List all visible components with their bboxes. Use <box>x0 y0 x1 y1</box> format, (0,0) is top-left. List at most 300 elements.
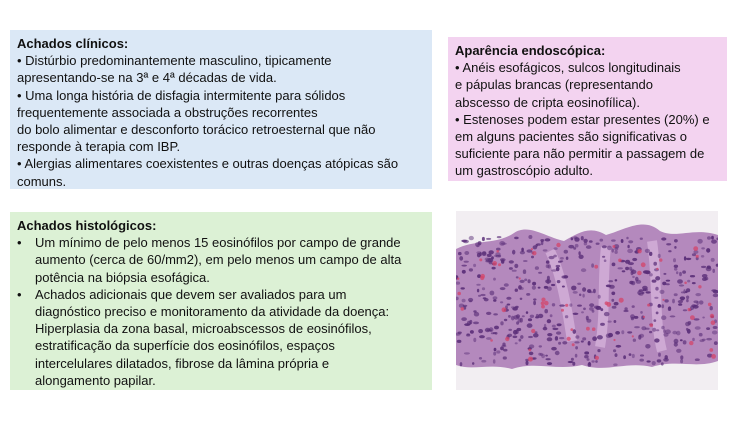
nucleus <box>486 238 491 240</box>
nucleus <box>560 260 563 262</box>
nucleus <box>635 277 639 282</box>
nucleus <box>503 349 507 352</box>
nucleus <box>560 257 564 260</box>
clinical-line: • Distúrbio predominantemente masculino, tipicamente <box>17 53 332 69</box>
nucleus <box>592 336 597 341</box>
nucleus <box>701 266 706 268</box>
nucleus <box>574 341 579 343</box>
nucleus <box>702 274 708 278</box>
nucleus <box>591 263 594 267</box>
nucleus <box>649 273 653 276</box>
nucleus <box>552 325 556 328</box>
nucleus <box>625 267 629 270</box>
nucleus <box>467 333 470 335</box>
nucleus <box>649 331 652 333</box>
nucleus <box>512 270 517 272</box>
nucleus <box>458 332 462 334</box>
nucleus <box>653 262 657 266</box>
nucleus <box>494 348 497 352</box>
nucleus <box>461 287 465 289</box>
nucleus <box>538 314 543 318</box>
nucleus <box>674 246 676 249</box>
nucleus <box>524 279 527 282</box>
nucleus <box>621 239 624 243</box>
nucleus <box>674 339 679 344</box>
nucleus <box>632 305 635 308</box>
nucleus <box>712 269 715 273</box>
nucleus <box>571 286 576 291</box>
endoscopic-line: e pápulas brancas (representando <box>455 77 654 93</box>
nucleus <box>674 293 678 296</box>
nucleus <box>683 309 687 311</box>
nucleus <box>467 321 471 326</box>
nucleus <box>584 355 589 358</box>
nucleus <box>476 251 481 254</box>
nucleus <box>612 263 616 267</box>
nucleus <box>661 362 664 365</box>
nucleus <box>535 266 539 270</box>
nucleus <box>493 278 496 281</box>
nucleus <box>677 279 683 284</box>
nucleus <box>639 289 644 292</box>
nucleus <box>504 283 509 287</box>
nucleus <box>663 329 666 333</box>
nucleus <box>611 292 615 296</box>
eosinophil <box>632 335 634 337</box>
nucleus <box>528 279 531 283</box>
nucleus <box>586 319 591 323</box>
nucleus <box>673 258 676 262</box>
nucleus <box>514 237 519 240</box>
eosinophil <box>688 308 691 311</box>
eosinophil <box>479 258 482 261</box>
nucleus <box>666 283 670 285</box>
nucleus <box>627 249 633 253</box>
nucleus <box>711 289 716 292</box>
nucleus <box>522 315 525 317</box>
nucleus <box>654 297 658 299</box>
nucleus <box>616 345 622 348</box>
histologic-line: estratificação da superfície dos eosinófilos, espaços <box>35 338 335 354</box>
nucleus <box>588 341 591 346</box>
nucleus <box>486 312 491 315</box>
eosinophil <box>711 354 716 359</box>
nucleus <box>479 335 485 338</box>
nucleus <box>533 298 536 300</box>
nucleus <box>554 247 558 250</box>
nucleus <box>665 329 671 334</box>
nucleus <box>484 298 489 301</box>
nucleus <box>518 318 522 323</box>
endoscopic-line: suficiente para não permitir a passagem de <box>455 146 705 162</box>
nucleus <box>692 253 696 256</box>
nucleus <box>514 264 518 268</box>
nucleus <box>687 329 691 334</box>
eosinophil <box>490 339 493 342</box>
nucleus <box>565 315 568 318</box>
histologic-line: diagnóstico preciso e monitoramento da atividade da doença: <box>35 304 390 320</box>
clinical-findings-title: Achados clínicos: <box>17 36 129 51</box>
nucleus <box>519 339 522 342</box>
nucleus <box>649 252 652 256</box>
nucleus <box>628 262 634 265</box>
nucleus <box>645 344 650 349</box>
nucleus <box>533 301 536 306</box>
nucleus <box>701 247 705 249</box>
nucleus <box>612 306 617 309</box>
eosinophil <box>457 292 461 296</box>
clinical-line: • Uma longa história de disfagia intermitente para sólidos <box>17 87 346 103</box>
nucleus <box>589 303 594 307</box>
nucleus <box>528 235 532 239</box>
nucleus <box>702 317 705 319</box>
nucleus <box>683 340 687 344</box>
nucleus <box>494 255 498 257</box>
eosinophil <box>498 263 501 266</box>
nucleus <box>615 279 618 281</box>
eosinophil <box>605 301 609 305</box>
nucleus <box>460 362 463 366</box>
eosinophil <box>690 315 695 320</box>
nucleus <box>551 347 557 351</box>
nucleus <box>520 280 525 283</box>
nucleus <box>684 256 686 260</box>
nucleus <box>464 352 470 354</box>
nucleus <box>573 291 578 294</box>
nucleus <box>676 349 681 353</box>
nucleus <box>672 331 677 335</box>
nucleus <box>615 353 618 357</box>
eosinophil <box>659 258 662 261</box>
nucleus <box>555 336 558 341</box>
clinical-line: frequentemente associada a obstruções recorrentes <box>17 104 318 120</box>
nucleus <box>600 323 605 326</box>
eosinophil <box>710 314 714 318</box>
nucleus <box>658 353 661 357</box>
nucleus <box>629 267 632 271</box>
eosinophil <box>618 259 622 263</box>
nucleus <box>496 350 500 353</box>
nucleus <box>660 290 665 294</box>
bullet: • <box>17 286 22 302</box>
nucleus <box>490 291 495 296</box>
nucleus <box>661 237 666 240</box>
nucleus <box>609 285 615 289</box>
eosinophil <box>709 348 713 352</box>
nucleus <box>464 251 469 255</box>
endoscopic-line: abscesso de cripta eosinofílica). <box>455 94 640 110</box>
histologic-item <box>17 234 425 251</box>
nucleus <box>571 237 574 240</box>
nucleus <box>552 328 558 330</box>
clinical-line: • Alergias alimentares coexistentes e outras doenças atópicas são <box>17 156 399 172</box>
nucleus <box>611 239 616 241</box>
nucleus <box>581 268 586 272</box>
nucleus <box>533 333 539 337</box>
nucleus <box>492 267 496 270</box>
nucleus <box>504 319 507 321</box>
nucleus <box>680 359 683 363</box>
nucleus <box>558 342 561 345</box>
nucleus <box>656 312 659 315</box>
nucleus <box>545 279 551 283</box>
nucleus <box>532 282 536 286</box>
nucleus <box>692 338 695 341</box>
eosinophil <box>708 303 712 307</box>
nucleus <box>697 239 702 244</box>
nucleus <box>533 245 538 249</box>
nucleus <box>501 243 507 245</box>
nucleus <box>564 250 568 254</box>
histologic-line: Um mínimo de pelo menos 15 eosinófilos por campo de grande <box>35 235 401 251</box>
eosinophil <box>556 243 560 247</box>
nucleus <box>513 336 518 339</box>
nucleus <box>575 335 579 339</box>
nucleus <box>571 358 574 361</box>
nucleus <box>661 304 664 308</box>
eosinophil <box>570 328 573 331</box>
eosinophil <box>650 323 654 327</box>
nucleus <box>509 267 513 270</box>
nucleus <box>707 236 711 240</box>
nucleus <box>602 245 607 248</box>
nucleus <box>543 249 548 251</box>
nucleus <box>687 280 690 283</box>
endoscopic-line: • Anéis esofágicos, sulcos longitudinais <box>455 60 681 76</box>
nucleus <box>595 360 598 363</box>
clinical-line: responde à terapia com IBP. <box>17 139 181 155</box>
nucleus <box>639 359 644 362</box>
nucleus <box>573 313 579 315</box>
nucleus <box>664 299 668 302</box>
nucleus <box>583 239 587 243</box>
nucleus <box>500 258 506 261</box>
nucleus <box>469 236 474 240</box>
nucleus <box>596 243 600 245</box>
nucleus <box>655 276 660 280</box>
nucleus <box>469 300 472 302</box>
eosinophil <box>532 251 536 255</box>
nucleus <box>509 260 514 263</box>
nucleus <box>473 322 479 325</box>
clinical-line: comuns. <box>17 173 67 189</box>
eosinophil <box>689 341 693 345</box>
nucleus <box>485 328 491 332</box>
nucleus <box>544 286 548 289</box>
nucleus <box>493 332 496 334</box>
endoscopic-line: • Estenoses podem estar presentes (20%) e <box>455 111 710 127</box>
endoscopic-appearance-title: Aparência endoscópica: <box>455 43 606 58</box>
nucleus <box>523 260 528 262</box>
eosinophil <box>662 299 664 301</box>
nucleus <box>487 254 492 258</box>
nucleus <box>634 326 640 328</box>
nucleus <box>538 287 541 289</box>
nucleus <box>674 268 677 271</box>
nucleus <box>611 299 614 302</box>
eosinophil <box>594 265 598 269</box>
nucleus <box>640 354 644 356</box>
nucleus <box>661 326 664 330</box>
nucleus <box>628 240 633 243</box>
nucleus <box>551 269 557 271</box>
nucleus <box>575 346 578 349</box>
eosinophil <box>592 327 596 331</box>
nucleus <box>666 280 670 282</box>
nucleus <box>545 358 550 360</box>
nucleus <box>544 309 548 313</box>
nucleus <box>604 259 607 262</box>
nucleus <box>583 308 586 311</box>
nucleus <box>469 268 473 271</box>
nucleus <box>686 299 689 302</box>
nucleus <box>690 275 695 277</box>
nucleus <box>507 304 511 306</box>
clinical-findings-box <box>10 30 432 189</box>
nucleus <box>473 264 476 267</box>
nucleus <box>679 284 684 286</box>
nucleus <box>646 291 651 293</box>
eosinophil <box>711 320 716 325</box>
nucleus <box>587 358 590 361</box>
histology-micrograph <box>456 211 718 390</box>
nucleus <box>647 360 651 362</box>
eosinophil <box>502 307 507 312</box>
nucleus <box>641 292 644 294</box>
nucleus <box>652 361 656 365</box>
nucleus <box>596 306 602 310</box>
nucleus <box>656 329 659 331</box>
nucleus <box>581 340 584 342</box>
nucleus <box>668 306 671 310</box>
nucleus <box>645 249 650 253</box>
nucleus <box>515 342 518 344</box>
nucleus <box>654 338 659 342</box>
nucleus <box>685 322 690 327</box>
nucleus <box>640 238 643 240</box>
histologic-findings-title: Achados histológicos: <box>17 218 157 233</box>
nucleus <box>475 242 481 247</box>
eosinophil <box>595 356 599 360</box>
nucleus <box>562 341 567 344</box>
nucleus <box>523 269 526 274</box>
nucleus <box>517 328 522 331</box>
nucleus <box>622 270 626 272</box>
nucleus <box>481 360 486 363</box>
nucleus <box>657 359 662 362</box>
nucleus <box>540 239 544 242</box>
histologic-line: Achados adicionais que devem ser avaliados para um <box>35 286 347 302</box>
nucleus <box>520 251 525 255</box>
nucleus <box>600 239 604 242</box>
nucleus <box>559 337 564 339</box>
nucleus <box>493 299 496 302</box>
nucleus <box>589 307 594 311</box>
nucleus <box>506 297 511 300</box>
nucleus <box>478 329 483 333</box>
nucleus <box>589 240 593 243</box>
nucleus <box>663 358 669 362</box>
nucleus <box>584 351 589 354</box>
nucleus <box>602 256 605 258</box>
eosinophil <box>541 298 545 302</box>
histologic-line: Hiperplasia da zona basal, microabscessos de eosinófilos, <box>35 321 372 337</box>
nucleus <box>557 323 562 326</box>
nucleus <box>686 296 689 300</box>
nucleus <box>679 272 682 276</box>
nucleus <box>638 335 641 340</box>
nucleus <box>500 321 503 325</box>
nucleus <box>482 251 486 255</box>
nucleus <box>615 331 620 335</box>
eosinophil <box>619 298 624 303</box>
nucleus <box>520 298 523 300</box>
nucleus <box>643 270 649 273</box>
nucleus <box>632 276 635 278</box>
nucleus <box>714 341 718 345</box>
nucleus <box>633 339 636 342</box>
nucleus <box>529 344 534 348</box>
nucleus <box>591 360 594 362</box>
nucleus <box>613 349 616 352</box>
eosinophil <box>480 276 484 280</box>
nucleus <box>627 331 632 333</box>
nucleus <box>597 335 603 339</box>
nucleus <box>545 355 548 357</box>
nucleus <box>563 275 568 278</box>
eosinophil <box>586 327 590 331</box>
eosinophil <box>647 304 650 307</box>
nucleus <box>696 301 698 305</box>
eosinophil <box>637 271 642 276</box>
nucleus <box>546 260 550 263</box>
nucleus <box>512 250 515 255</box>
eosinophil <box>698 285 701 288</box>
nucleus <box>462 299 466 303</box>
eosinophil <box>461 307 465 311</box>
nucleus <box>614 320 617 323</box>
eosinophil <box>519 277 521 279</box>
nucleus <box>627 245 629 249</box>
nucleus <box>695 293 701 296</box>
nucleus <box>531 256 534 259</box>
nucleus <box>604 312 610 316</box>
eosinophil <box>505 337 509 341</box>
nucleus <box>497 236 502 238</box>
nucleus <box>573 236 577 239</box>
nucleus <box>676 271 678 274</box>
eosinophil <box>656 268 658 270</box>
nucleus <box>562 286 565 288</box>
nucleus <box>597 349 600 352</box>
eosinophil <box>696 255 699 258</box>
nucleus <box>577 283 581 285</box>
nucleus <box>472 362 474 365</box>
nucleus <box>547 362 552 365</box>
nucleus <box>464 261 469 263</box>
nucleus <box>666 243 671 245</box>
nucleus <box>631 317 634 320</box>
eosinophil <box>544 301 549 306</box>
eosinophil <box>492 261 497 266</box>
nucleus <box>476 284 480 286</box>
nucleus <box>494 326 499 330</box>
nucleus <box>695 358 700 361</box>
nucleus <box>555 351 560 355</box>
nucleus <box>500 301 503 303</box>
eosinophil <box>561 309 564 312</box>
nucleus <box>701 255 704 258</box>
